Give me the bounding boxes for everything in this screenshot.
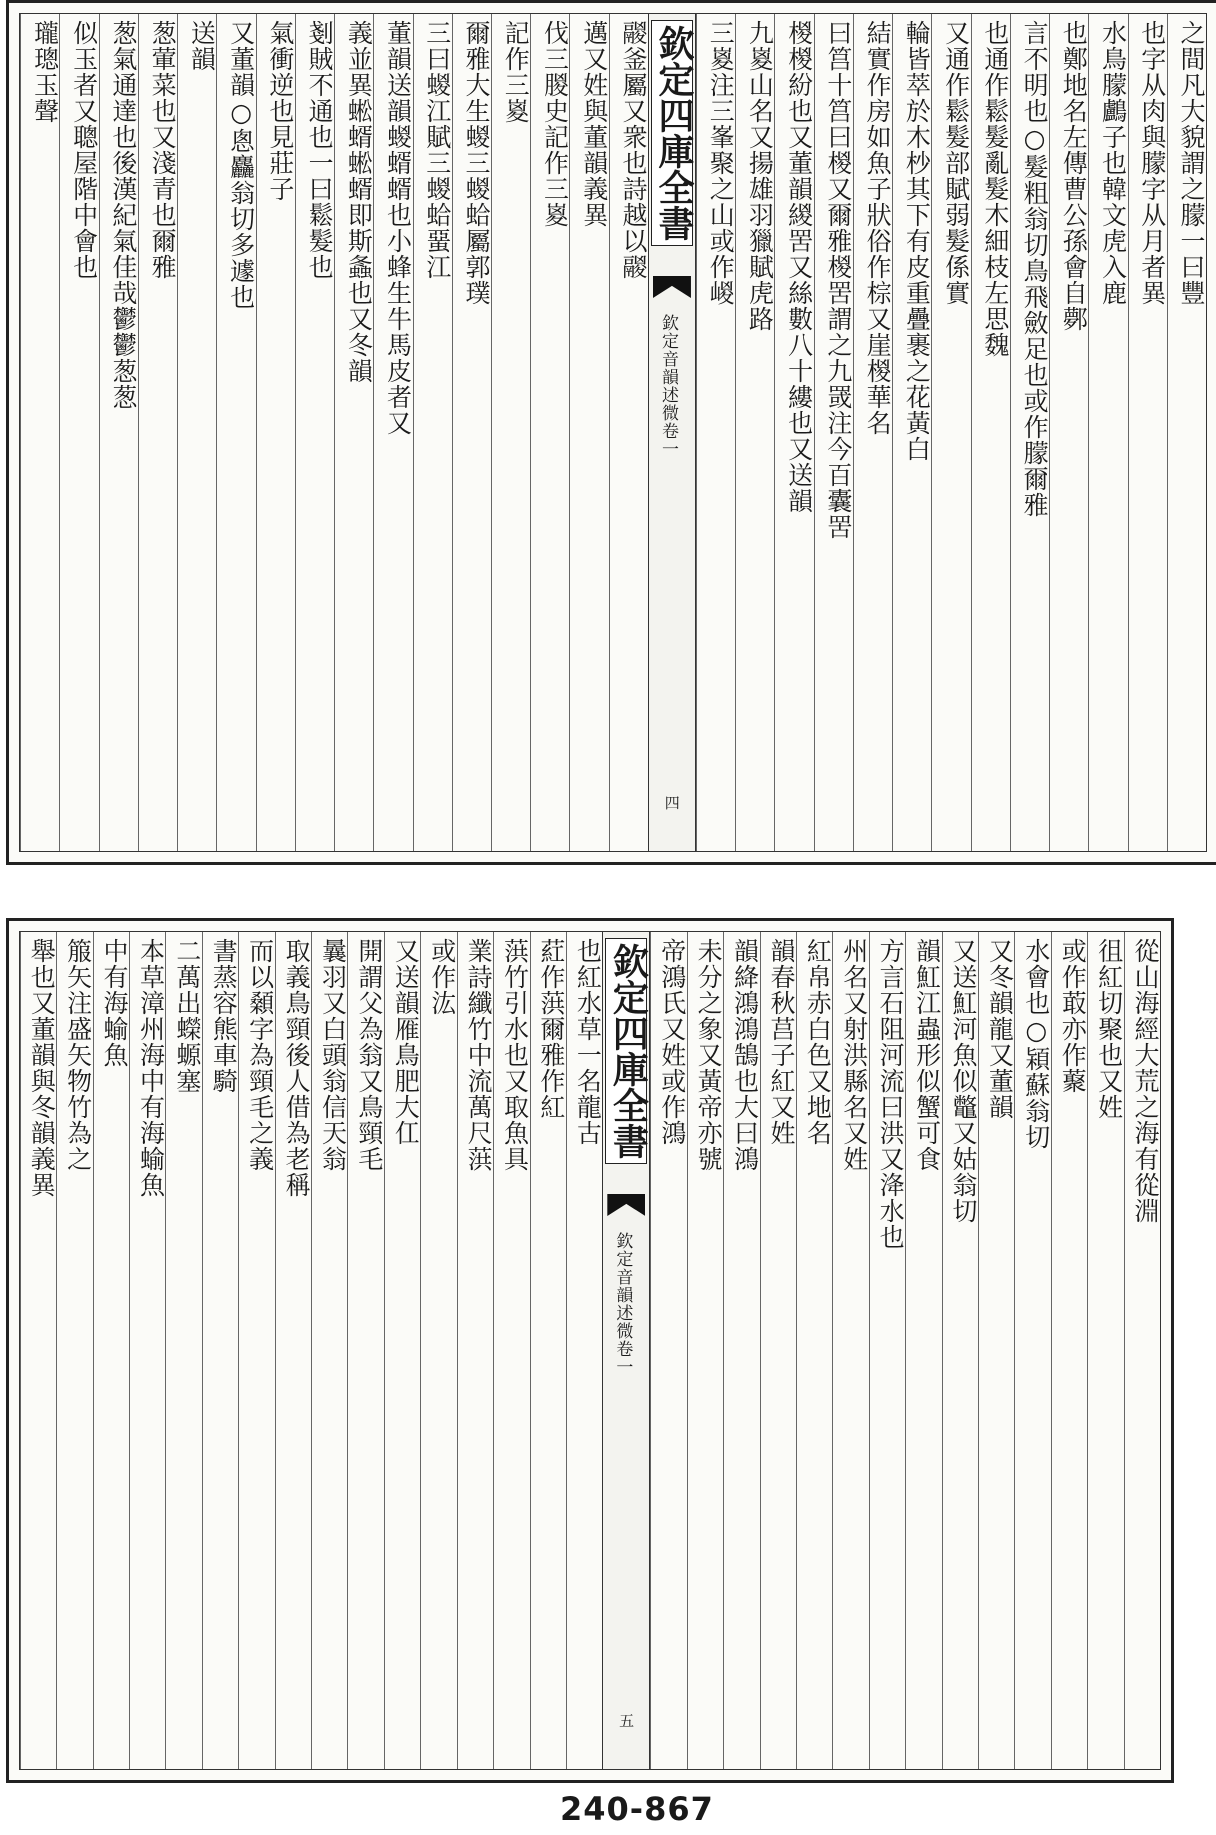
text-column: 又冬韻龍又董韻 [978, 932, 1014, 1769]
page-number: 四 [662, 795, 681, 811]
text-column: 帝鴻氏又姓或作鴻 [650, 932, 686, 1769]
text-column: 結實作房如魚子狀俗作棕又崖椶華名 [853, 14, 892, 851]
book-subtitle [659, 314, 676, 458]
top-page [6, 0, 1216, 865]
text-column: 似玉者又聰屋階中會也 [59, 14, 98, 851]
text-column: 從山海經大荒之海有從淵 [1124, 932, 1160, 1769]
text-column: 九嵏山名又揚雄羽獵賦虎路 [735, 14, 774, 851]
text-column: 又送韻雁鳥肥大仜 [384, 932, 420, 1769]
text-column: 爾雅大生蝬三蝬蛤屬郭璞 [452, 14, 491, 851]
bottom-page-frame [19, 931, 1161, 1770]
text-column: 葱葷菜也又淺青也爾雅 [138, 14, 177, 851]
bottom-page [6, 918, 1174, 1783]
text-column: 邁又姓與董韻義異 [569, 14, 608, 851]
page-number: 五 [617, 1713, 636, 1729]
text-column: 董韻送韻蝬蝑蝑也小蜂生牛馬皮者又 [373, 14, 412, 851]
text-column: 伐三朡史記作三嵏 [530, 14, 569, 851]
text-column: 曰筥十筥曰椶又爾雅椶罟謂之九罭注今百囊罟 [814, 14, 853, 851]
text-column: 本草漳州海中有海蝓魚 [129, 932, 165, 1769]
text-column: 葓竹引水也又取魚具 [493, 932, 529, 1769]
text-column: 言不明也○髮粗翁切鳥飛斂足也或作朦爾雅 [1010, 14, 1049, 851]
page-label: 240-867 [560, 1790, 714, 1828]
text-column: 之間凡大貌謂之朦一曰豐 [1167, 14, 1206, 851]
text-column: 書蒸容熊車騎 [202, 932, 238, 1769]
book-title: 欽定四庫全書 [605, 938, 647, 1164]
text-column: 瓏璁玉聲 [20, 14, 59, 851]
top-page-columns [20, 14, 1206, 851]
text-column: 椶椶紛也又董韻緵罟又絲數八十縷也又送韻 [774, 14, 813, 851]
top-page-frame [19, 13, 1207, 852]
fishtail-mark [653, 276, 691, 298]
text-column: 也字从肉與朦字从月者異 [1128, 14, 1167, 851]
text-column: 送韻 [177, 14, 216, 851]
text-column: 開謂父為翁又鳥頸毛 [347, 932, 383, 1769]
text-column: 也紅水草一名龍古 [566, 932, 602, 1769]
text-column: 徂紅切聚也又姓 [1087, 932, 1123, 1769]
text-column: 曩羽又白頭翁信天翁 [311, 932, 347, 1769]
text-column: 取義鳥頸後人借為老稱 [275, 932, 311, 1769]
text-column: 業詩纖竹中流萬尺葓 [457, 932, 493, 1769]
text-column: 又送魟河魚似鼈又姑翁切 [942, 932, 978, 1769]
bottom-page-columns [20, 932, 1160, 1769]
text-column: 未分之象又黃帝亦號 [687, 932, 723, 1769]
text-column: 也通作鬆髮亂髮木細枝左思魏 [971, 14, 1010, 851]
text-column: 或作菆亦作藂 [1051, 932, 1087, 1769]
text-column: 葱氣通達也後漢紀氣佳哉鬱鬱葱葱 [99, 14, 138, 851]
text-column: 州名又射洪縣名又姓 [832, 932, 868, 1769]
center-fold [648, 14, 696, 851]
text-column: 剗賊不通也一曰鬆髮也 [295, 14, 334, 851]
text-column: 二萬出蠑螈塞 [165, 932, 201, 1769]
text-column: 三嵏注三峯聚之山或作嵕 [696, 14, 735, 851]
text-column: 方言石阻河流曰洪又洚水也 [869, 932, 905, 1769]
text-column: 水鳥朦鸕子也韓文虎入鹿 [1088, 14, 1127, 851]
text-column: 紅帛赤白色又地名 [796, 932, 832, 1769]
text-column: 義並異蜙蝑蜙蝑即斯螽也又冬韻 [334, 14, 373, 851]
text-column: 又通作鬆髮部賦弱髮係實 [931, 14, 970, 851]
text-column: 輪皆萃於木杪其下有皮重疊裹之花黃白 [892, 14, 931, 851]
text-column: 記作三嵏 [491, 14, 530, 851]
text-column: 舉也又董韻與冬韻義異 [20, 932, 56, 1769]
volume-text: 卷一 [612, 1340, 633, 1376]
text-column: 韻魟江蟲形似蟹可食 [905, 932, 941, 1769]
text-column: 葒作葓爾雅作紅 [530, 932, 566, 1769]
volume-text: 卷一 [657, 422, 678, 458]
text-column: 而以顙字為頸毛之義 [238, 932, 274, 1769]
text-column: 中有海蝓魚 [93, 932, 129, 1769]
text-column: 三曰蝬江賦三蝬蛤蝁江 [413, 14, 452, 851]
text-column: 韻絳鴻鴻鵠也大曰鴻 [723, 932, 759, 1769]
text-column: 水會也○㯋蘇翁切 [1014, 932, 1050, 1769]
book-title: 欽定四庫全書 [651, 20, 693, 246]
text-column: 或作汯 [420, 932, 456, 1769]
book-subtitle [612, 1232, 633, 1376]
subtitle-text: 欽定音韻述微 [657, 314, 678, 422]
text-column: 箙矢注盛矢物竹為之 [56, 932, 92, 1769]
text-column: 韻春秋莒子紅又姓 [760, 932, 796, 1769]
text-column: 也鄭地名左傳曹公孫會自鄸 [1049, 14, 1088, 851]
text-column: 又董韻○悤麤翁切多遽也 [216, 14, 255, 851]
center-fold [602, 932, 650, 1769]
text-column: 鬷釜屬又衆也詩越以鬷 [609, 14, 648, 851]
text-column: 氣衝逆也見莊子 [256, 14, 295, 851]
subtitle-text: 欽定音韻述微 [612, 1232, 633, 1340]
fishtail-mark [607, 1194, 645, 1216]
